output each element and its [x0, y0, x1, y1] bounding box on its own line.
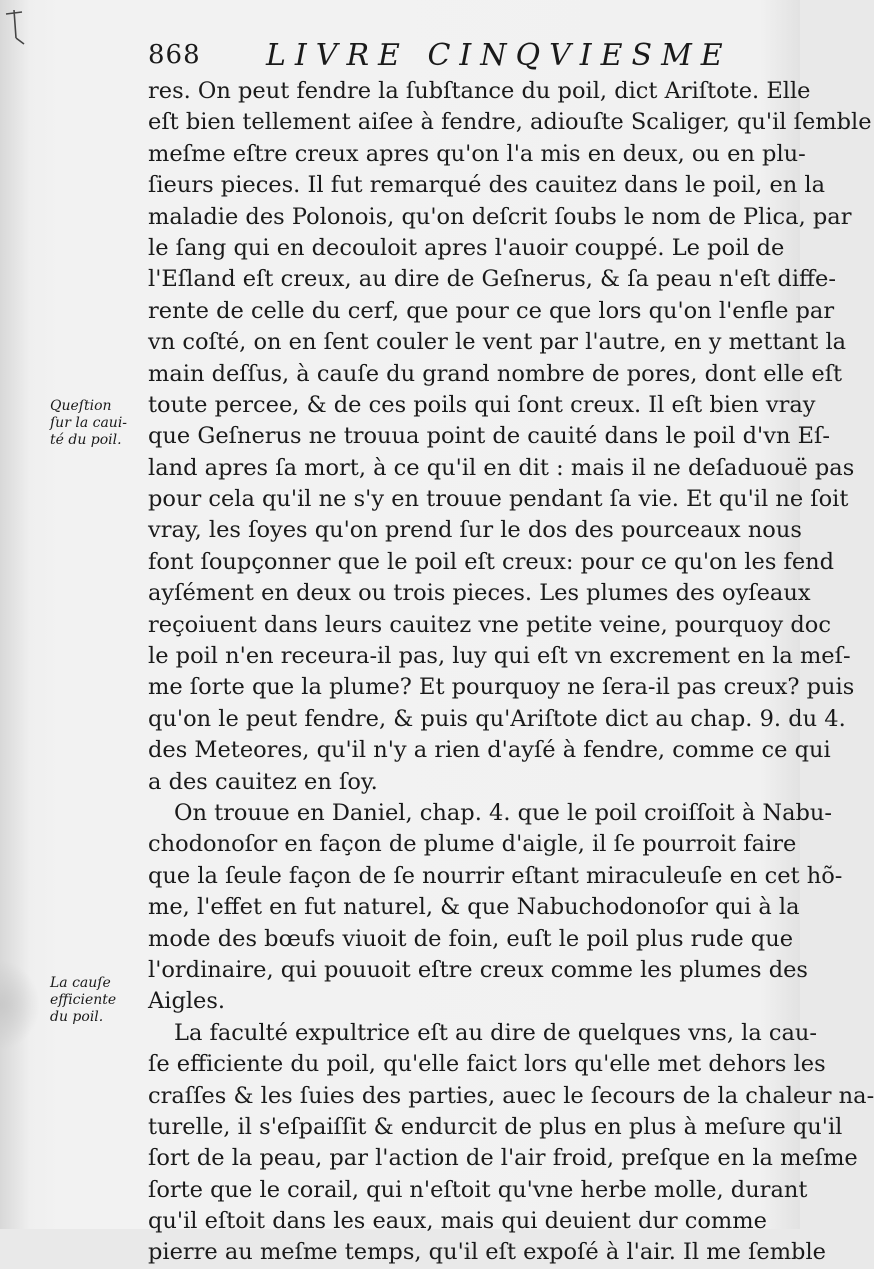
- text-line: craſſes & les ſuies des parties, auec le ſecours de la chaleur na-: [148, 1082, 874, 1109]
- page-stain: [0, 960, 40, 1050]
- text-line: ſe efficiente du poil, qu'elle faict lors qu'elle met dehors les: [148, 1051, 826, 1078]
- text-line: vn coſté, on en ſent couler le vent par l'autre, en y mettant la: [148, 329, 847, 356]
- text-line: vray, les ſoyes qu'on prend ſur le dos des pourceaux nous: [148, 517, 802, 544]
- marginal-line: ſur la caui-: [50, 415, 128, 431]
- text-line: main deſſus, à cauſe du grand nombre de pores, dont elle eſt: [148, 360, 843, 387]
- text-line: a des cauitez en ſoy.: [148, 768, 378, 795]
- marginal-note-cause: [50, 975, 142, 1026]
- text-line: On trouue en Daniel, chap. 4. que le poil croiſſoit à Nabu-: [174, 799, 833, 826]
- marginal-line: Queſtion: [50, 398, 112, 414]
- text-line: reçoiuent dans leurs cauitez vne petite veine, pourquoy doc: [148, 611, 831, 638]
- text-line: l'ordinaire, qui pouuoit eſtre creux comme les plumes des: [148, 956, 808, 983]
- marginal-line: efficiente: [50, 992, 117, 1008]
- marginal-line: La cauſe: [50, 975, 111, 991]
- text-line: res. On peut fendre la ſubſtance du poil, dict Ariſtote. Elle: [148, 78, 811, 104]
- text-line: que Geſnerus ne trouua point de cauité dans le poil d'vn Eſ-: [148, 423, 830, 450]
- marginal-line: du poil.: [50, 1009, 104, 1025]
- text-line: pierre au meſme temps, qu'il eſt expoſé à l'air. Il me ſemble: [148, 1239, 826, 1266]
- text-line: ayſément en deux ou trois pieces. Les plumes des oyſeaux: [148, 580, 811, 607]
- text-line: le ſang qui en decouloit apres l'auoir couppé. Le poil de: [148, 234, 785, 261]
- text-line: qu'il eſtoit dans les eaux, mais qui deuient dur comme: [148, 1208, 767, 1235]
- marginal-line: té du poil.: [50, 432, 122, 448]
- text-line: ſorte que le corail, qui n'eſtoit qu'vne herbe molle, durant: [148, 1176, 808, 1203]
- text-line: ſieurs pieces. Il fut remarqué des cauitez dans le poil, en la: [148, 172, 826, 199]
- text-line: que la ſeule façon de ſe nourrir eſtant miraculeuſe en cet hõ-: [148, 862, 843, 889]
- marginal-note-question: [50, 398, 142, 449]
- text-line: land apres ſa mort, à ce qu'il en dit : mais il ne deſaduouë pas: [148, 454, 855, 481]
- text-line: La faculté expultrice eſt au dire de quelques vns, la cau-: [174, 1019, 818, 1046]
- text-line: mode des bœufs viuoit de foin, euſt le poil plus rude que: [148, 925, 794, 952]
- text-line: ſort de la peau, par l'action de l'air froid, preſque en la meſme: [148, 1145, 858, 1172]
- text-line: Aigles.: [148, 988, 226, 1015]
- text-line: maladie des Polonois, qu'on deſcrit ſoubs le nom de Plica, par: [148, 203, 852, 230]
- running-head: LIVRE CINQVIESME: [266, 38, 732, 73]
- text-line: font ſoupçonner que le poil eſt creux: pour ce qu'on les fend: [148, 548, 835, 575]
- text-line: turelle, il s'eſpaiſſit & endurcit de plus en plus à meſure qu'il: [148, 1113, 843, 1140]
- text-line: toute percee, & de ces poils qui ſont creux. Il eſt bien vray: [148, 391, 816, 418]
- text-line: rente de celle du cerf, que pour ce que lors qu'on l'enfle par: [148, 297, 835, 324]
- text-line: des Meteores, qu'il n'y a rien d'ayſé à fendre, comme ce qui: [148, 737, 831, 764]
- text-line: eſt bien tellement aiſee à fendre, adiouſte Scaliger, qu'il ſemble: [148, 109, 872, 136]
- text-line: le poil n'en receura-il pas, luy qui eſt vn excrement en la meſ-: [148, 643, 851, 670]
- text-line: me ſorte que la plume? Et pourquoy ne ſera-il pas creux? puis: [148, 674, 855, 701]
- page-number: 868: [148, 40, 201, 70]
- text-line: qu'on le peut fendre, & puis qu'Ariſtote dict au chap. 9. du 4.: [148, 705, 846, 732]
- text-line: pour cela qu'il ne s'y en trouue pendant ſa vie. Et qu'il ne ſoit: [148, 486, 849, 513]
- body-text: [148, 76, 874, 1269]
- corner-pen-mark: [4, 8, 28, 46]
- text-line: l'Eſland eſt creux, au dire de Geſnerus, & ſa peau n'eſt diffe-: [148, 266, 836, 293]
- text-line: meſme eſtre creux apres qu'on l'a mis en deux, ou en plu-: [148, 140, 806, 167]
- text-line: me, l'effet en fut naturel, & que Nabuchodonoſor qui à la: [148, 894, 800, 921]
- text-line: chodonoſor en façon de plume d'aigle, il ſe pourroit faire: [148, 831, 797, 858]
- page-header: [148, 38, 788, 78]
